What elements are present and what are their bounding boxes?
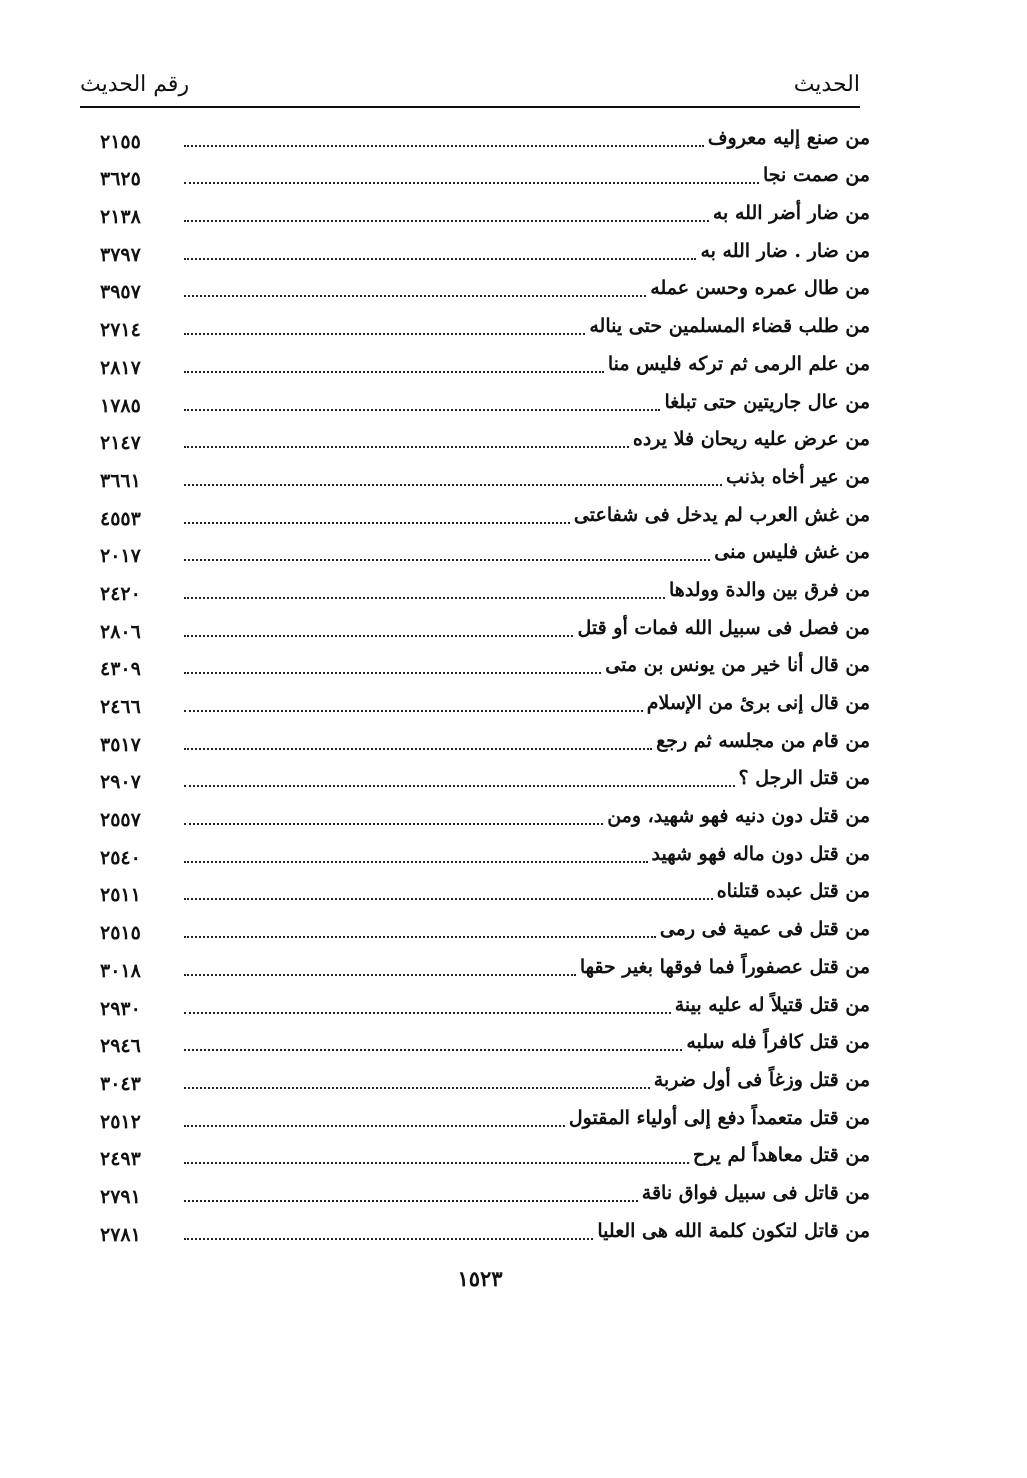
index-entry	[100, 874, 870, 912]
entry-number: ٢١٥٥	[100, 130, 141, 153]
entry-text: من قتل وزغاً فى أول ضربة	[653, 1068, 870, 1091]
index-entry	[100, 535, 870, 573]
entry-text: من فصل فى سبيل الله فمات أو قتل	[577, 616, 870, 639]
entry-number: ٣٥١٧	[100, 733, 141, 756]
dot-leader	[184, 1049, 682, 1051]
entry-number: ١٧٨٥	[100, 394, 141, 417]
hadith-column-title: الحديث	[793, 72, 860, 97]
entry-text: من طلب قضاء المسلمين حتى يناله	[589, 315, 870, 338]
index-entry	[100, 384, 870, 422]
entry-number: ٢٩٤٦	[100, 1035, 141, 1058]
dot-leader	[184, 635, 573, 637]
index-entry	[100, 1062, 870, 1100]
dot-leader	[184, 1162, 689, 1164]
index-entry	[100, 271, 870, 309]
entry-text: من قتل الرجل ؟	[738, 767, 870, 790]
entry-number: ٢٧١٤	[100, 319, 141, 342]
dot-leader	[184, 1200, 638, 1202]
entry-text: من عال جاريتين حتى تبلغا	[664, 390, 870, 413]
dot-leader	[184, 1087, 650, 1089]
entry-text: من قاتل لتكون كلمة الله هى العليا	[597, 1219, 870, 1242]
entry-text: من قال أنا خير من يونس بن متى	[605, 654, 870, 677]
page-header	[80, 70, 860, 104]
entry-number: ٢٥٤٠	[100, 846, 141, 869]
dot-leader	[184, 785, 735, 787]
index-entry	[100, 459, 870, 497]
dot-leader	[184, 559, 710, 561]
header-divider	[80, 106, 860, 108]
dot-leader	[184, 672, 601, 674]
entry-number: ٣٩٥٧	[100, 281, 141, 304]
entry-text: من قتل معاهداً لم يرح	[692, 1144, 870, 1167]
index-list	[100, 120, 870, 1251]
dot-leader	[184, 258, 696, 260]
entry-text: من غش فليس منى	[714, 541, 870, 564]
entry-number: ٢٤٢٠	[100, 582, 141, 605]
entry-text: من ضار أضر الله به	[712, 202, 870, 225]
entry-number: ٢٥٥٧	[100, 809, 141, 832]
index-entry	[100, 195, 870, 233]
dot-leader	[184, 333, 585, 335]
entry-text: من غش العرب لم يدخل فى شفاعتى	[573, 503, 870, 526]
entry-text: من قتل متعمداً دفع إلى أولياء المقتول	[568, 1106, 870, 1129]
index-entry	[100, 987, 870, 1025]
entry-number: ٢٨١٧	[100, 356, 141, 379]
index-entry	[100, 233, 870, 271]
entry-text: من ضار . ضار الله به	[700, 239, 870, 262]
dot-leader	[184, 446, 629, 448]
entry-text: من صنع إليه معروف	[707, 126, 870, 149]
entry-text: من قتل كافراً فله سلبه	[686, 1031, 870, 1054]
entry-number: ٤٣٠٩	[100, 658, 141, 681]
index-entry	[100, 1175, 870, 1213]
entry-text: من فرق بين والدة وولدها	[669, 578, 870, 601]
dot-leader	[184, 974, 576, 976]
index-entry	[100, 685, 870, 723]
entry-text: من طال عمره وحسن عمله	[650, 277, 870, 300]
index-entry	[100, 308, 870, 346]
index-entry	[100, 1100, 870, 1138]
index-entry	[100, 761, 870, 799]
entry-text: من قتل دون ماله فهو شهيد	[651, 842, 870, 865]
entry-number: ٢٥١١	[100, 884, 141, 907]
entry-text: من قتل عصفوراً فما فوقها بغير حقها	[579, 955, 870, 978]
dot-leader	[184, 295, 646, 297]
index-entry	[100, 158, 870, 196]
index-entry	[100, 346, 870, 384]
index-entry	[100, 798, 870, 836]
entry-number: ٢٤٦٦	[100, 696, 141, 718]
dot-leader	[184, 409, 660, 411]
dot-leader	[184, 823, 603, 825]
entry-text: من قتل فى عمية فى رمى	[659, 918, 870, 941]
entry-text: من صمت نجا	[763, 164, 870, 187]
index-entry	[100, 572, 870, 610]
entry-number: ٢٥١٥	[100, 922, 141, 945]
dot-leader	[184, 371, 604, 373]
hadith-number-column-title: رقم الحديث	[80, 72, 190, 97]
entry-number: ٢٩٠٧	[100, 771, 141, 794]
index-entry	[100, 610, 870, 648]
entry-text: من قتل دون دنيه فهو شهيد، ومن	[607, 805, 870, 828]
entry-number: ٣٠١٨	[100, 959, 141, 982]
index-entry	[100, 120, 870, 158]
index-entry	[100, 422, 870, 460]
entry-number: ٢٧٩١	[100, 1185, 141, 1208]
dot-leader	[184, 748, 652, 750]
entry-text: من قاتل فى سبيل فواق ناقة	[641, 1181, 870, 1204]
dot-leader	[184, 220, 709, 222]
entry-number: ٣٠٤٣	[100, 1072, 141, 1095]
entry-number: ٢١٣٨	[100, 206, 141, 229]
page-number: ١٥٢٣	[457, 1266, 503, 1291]
dot-leader	[184, 145, 704, 147]
dot-leader	[184, 484, 722, 486]
entry-text: من قال إنى برئ من الإسلام	[646, 692, 870, 714]
dot-leader	[184, 936, 656, 938]
entry-text: من قام من مجلسه ثم رجع	[656, 729, 870, 752]
entry-number: ٢١٤٧	[100, 432, 141, 455]
entry-number: ٢٨٠٦	[100, 620, 141, 643]
entry-text: من عرض عليه ريحان فلا يرده	[632, 428, 870, 451]
entry-number: ٣٦٦١	[100, 469, 141, 492]
index-entry	[100, 911, 870, 949]
dot-leader	[184, 1125, 565, 1127]
entry-number: ٤٥٥٣	[100, 507, 141, 530]
entry-number: ٣٧٩٧	[100, 243, 141, 266]
dot-leader	[184, 898, 713, 900]
entry-number: ٣٦٢٥	[100, 168, 141, 191]
dot-leader	[184, 522, 570, 524]
entry-text: من قتل قتيلاً له عليه بينة	[674, 993, 870, 1016]
index-entry	[100, 836, 870, 874]
dot-leader	[184, 861, 648, 863]
index-entry	[100, 1213, 870, 1251]
index-entry	[100, 723, 870, 761]
dot-leader	[184, 182, 759, 184]
entry-number: ٢٠١٧	[100, 545, 141, 568]
dot-leader	[184, 710, 643, 712]
entry-number: ٢٥١٢	[100, 1110, 141, 1133]
entry-number: ٢٤٩٣	[100, 1148, 141, 1171]
index-entry	[100, 497, 870, 535]
index-entry	[100, 949, 870, 987]
dot-leader	[184, 597, 665, 599]
entry-text: من قتل عبده قتلناه	[716, 880, 870, 903]
index-entry	[100, 648, 870, 686]
dot-leader	[184, 1012, 671, 1014]
entry-text: من علم الرمى ثم تركه فليس منا	[607, 352, 870, 375]
index-entry	[100, 1138, 870, 1176]
entry-number: ٢٧٨١	[100, 1223, 141, 1246]
entry-number: ٢٩٣٠	[100, 997, 141, 1020]
entry-text: من عير أخاه بذنب	[725, 465, 870, 488]
dot-leader	[184, 1238, 593, 1240]
index-entry	[100, 1025, 870, 1063]
